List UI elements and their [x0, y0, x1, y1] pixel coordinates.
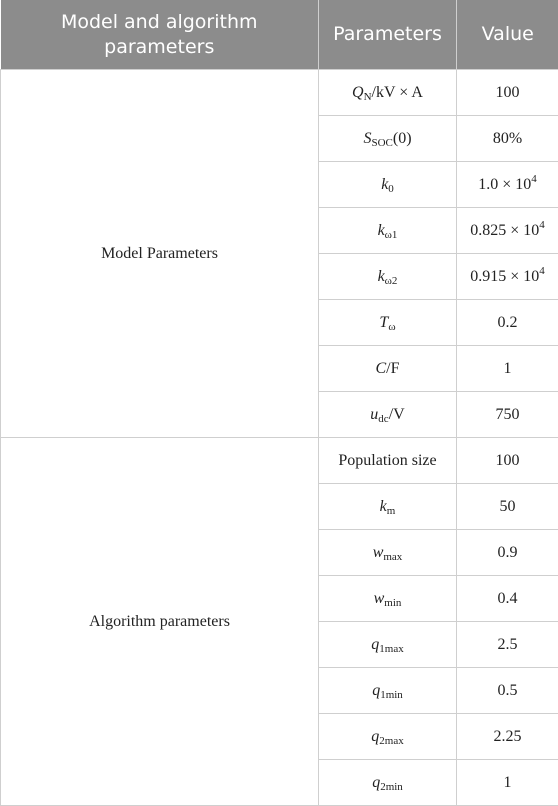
- parameter-subscript: min: [384, 596, 402, 609]
- value-text: 1.0 × 10: [478, 175, 532, 193]
- value-text: 750: [495, 405, 520, 423]
- parameter-unit: (0): [392, 129, 412, 147]
- parameter-cell: [319, 70, 457, 116]
- parameter-symbol: q: [372, 773, 381, 791]
- parameter-symbol: k: [377, 221, 385, 239]
- header-row: [1, 0, 558, 70]
- group-label: Algorithm parameters: [1, 438, 319, 806]
- value-cell: [457, 116, 558, 162]
- table-row: [1, 438, 558, 484]
- parameter-subscript: SOC: [371, 136, 393, 149]
- parameter-subscript: 0: [388, 182, 394, 195]
- parameter-cell: [319, 208, 457, 254]
- value-cell: [457, 254, 558, 300]
- parameter-cell: [319, 254, 457, 300]
- value-cell: [457, 300, 558, 346]
- parameter-symbol: q: [371, 727, 380, 745]
- value-cell: [457, 714, 558, 760]
- parameter-symbol: Q: [352, 83, 364, 101]
- value-cell: [457, 622, 558, 668]
- parameter-cell: [319, 116, 457, 162]
- parameter-symbol: T: [379, 313, 389, 331]
- parameter-cell: [319, 392, 457, 438]
- value-exponent: 4: [539, 218, 545, 231]
- value-text: 0.9: [497, 543, 518, 561]
- parameter-cell: [319, 622, 457, 668]
- parameter-subscript: 2max: [379, 734, 404, 747]
- parameter-subscript: ω1: [384, 228, 398, 241]
- value-cell: [457, 438, 558, 484]
- value-cell: [457, 392, 558, 438]
- value-text: 2.5: [497, 635, 518, 653]
- parameter-subscript: dc: [378, 412, 389, 425]
- parameter-subscript: ω: [388, 320, 396, 333]
- parameter-subscript: N: [363, 90, 372, 103]
- value-text: 1: [503, 359, 512, 377]
- parameter-cell: [319, 668, 457, 714]
- parameter-cell: [319, 346, 457, 392]
- value-cell: [457, 162, 558, 208]
- parameter-cell: [319, 576, 457, 622]
- parameter-symbol: q: [372, 681, 381, 699]
- value-cell: [457, 70, 558, 116]
- parameter-symbol: q: [371, 635, 380, 653]
- parameter-cell: [319, 484, 457, 530]
- parameter-subscript: 2min: [380, 780, 403, 793]
- value-text: 50: [499, 497, 516, 515]
- value-text: 2.25: [493, 727, 522, 745]
- value-text: 0.4: [497, 589, 518, 607]
- parameter-cell: [319, 714, 457, 760]
- parameter-symbol: u: [370, 405, 379, 423]
- parameter-symbol: C: [375, 359, 387, 377]
- value-text: 0.825 × 10: [470, 221, 540, 239]
- value-cell: [457, 668, 558, 714]
- value-text: 1: [503, 773, 512, 791]
- value-text: 100: [495, 451, 520, 469]
- value-exponent: 4: [531, 172, 537, 185]
- parameter-unit: /F: [386, 359, 400, 377]
- parameter-subscript: max: [383, 550, 403, 563]
- parameter-symbol: S: [363, 129, 372, 147]
- value-text: 0.5: [497, 681, 518, 699]
- parameter-symbol: w: [373, 589, 385, 607]
- value-text: 100: [495, 83, 520, 101]
- value-cell: [457, 576, 558, 622]
- value-cell: [457, 208, 558, 254]
- parameter-subscript: 1max: [379, 642, 404, 655]
- parameter-subscript: 1min: [380, 688, 403, 701]
- parameter-cell: [319, 530, 457, 576]
- value-cell: [457, 760, 558, 806]
- table-body: [1, 70, 558, 806]
- parameter-subscript: m: [386, 504, 396, 517]
- value-text: 0.915 × 10: [470, 267, 540, 285]
- parameter-cell: [319, 760, 457, 806]
- group-label: Model Parameters: [1, 70, 319, 438]
- parameter-cell: [319, 438, 457, 484]
- value-cell: [457, 530, 558, 576]
- parameter-unit: /V: [388, 405, 405, 423]
- parameter-symbol: k: [377, 267, 385, 285]
- parameter-unit: /kV × A: [371, 83, 423, 101]
- header-parameters: Parameters: [319, 0, 457, 70]
- parameter-symbol: k: [379, 497, 387, 515]
- parameter-symbol: w: [372, 543, 384, 561]
- table-row: [1, 70, 558, 116]
- value-text: 80%: [492, 129, 523, 147]
- parameter-subscript: ω2: [384, 274, 398, 287]
- parameter-text: Population size: [338, 451, 437, 469]
- value-cell: [457, 484, 558, 530]
- value-exponent: 4: [539, 264, 545, 277]
- header-value: Value: [457, 0, 558, 70]
- parameter-symbol: k: [381, 175, 389, 193]
- header-model-algorithm: Model and algorithm parameters: [1, 0, 319, 70]
- value-text: 0.2: [497, 313, 518, 331]
- parameter-cell: [319, 300, 457, 346]
- parameter-cell: [319, 162, 457, 208]
- value-cell: [457, 346, 558, 392]
